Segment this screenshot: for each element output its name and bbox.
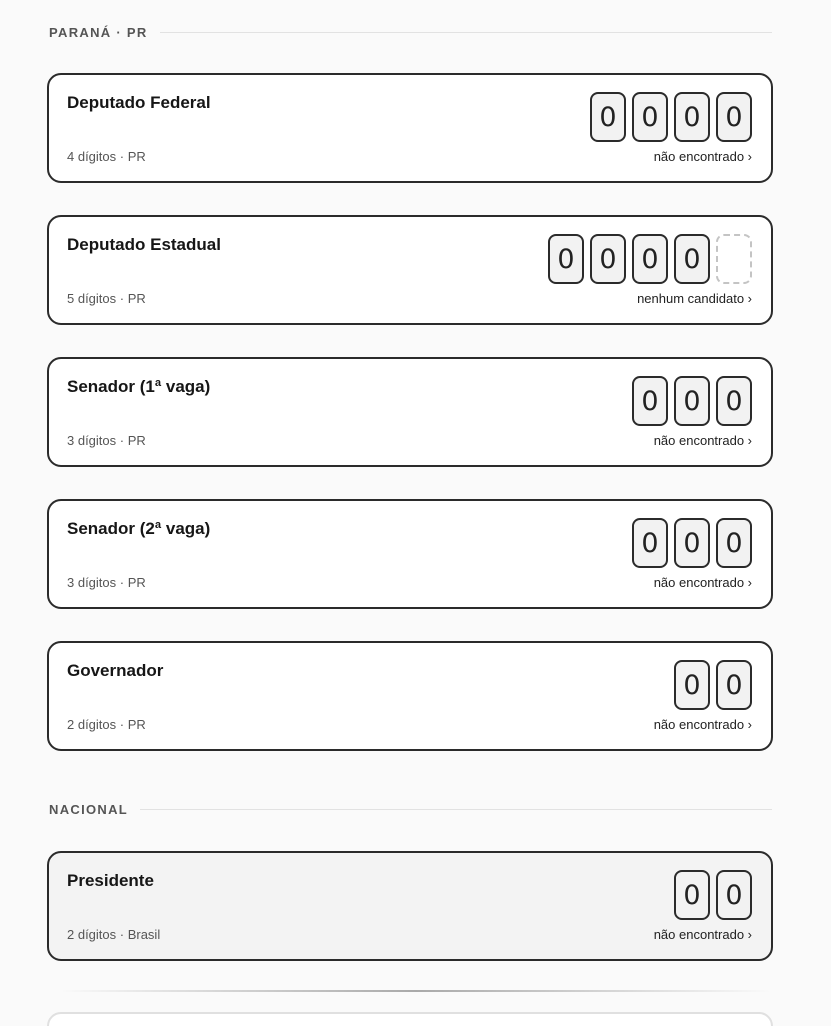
card-title: Governador [67,661,164,680]
card-status-link[interactable]: não encontrado › [653,927,752,942]
digit-box[interactable]: 0 [590,92,626,142]
card-title: Deputado Federal [67,93,211,112]
ballot-card-deputado-federal[interactable] [47,73,773,183]
card-meta: 5 dígitos · PR [67,291,146,306]
section-header-state [49,22,772,42]
fade-divider [60,990,771,992]
next-card-peek [47,1012,773,1026]
card-title: Senador (1ª vaga) [67,377,211,396]
ballot-card-presidente[interactable] [47,851,773,961]
digit-box-empty[interactable] [716,234,752,284]
ballot-card-senador-1[interactable] [47,357,773,467]
card-status-link[interactable]: nenhum candidato › [637,291,752,306]
digit-box[interactable]: 0 [674,92,710,142]
digit-box[interactable]: 0 [548,234,584,284]
digit-box[interactable]: 0 [716,92,752,142]
card-title: Senador (2ª vaga) [67,519,211,538]
section-title: NACIONAL [49,801,129,817]
section-title: PARANÁ · PR [49,24,148,40]
digit-box[interactable]: 0 [716,870,752,920]
digit-box[interactable]: 0 [632,92,668,142]
digit-boxes[interactable] [632,376,752,426]
digit-box[interactable]: 0 [716,518,752,568]
card-meta: 2 dígitos · Brasil [67,927,161,942]
digit-boxes[interactable] [548,234,752,284]
digit-box[interactable]: 0 [674,660,710,710]
ballot-card-governador[interactable] [47,641,773,751]
digit-box[interactable]: 0 [674,376,710,426]
digit-box[interactable]: 0 [674,870,710,920]
ballot-card-deputado-estadual[interactable] [47,215,773,325]
digit-box[interactable]: 0 [632,518,668,568]
card-status-link[interactable]: não encontrado › [653,717,752,732]
digit-box[interactable]: 0 [716,376,752,426]
digit-boxes[interactable] [632,518,752,568]
digit-boxes[interactable] [590,92,752,142]
card-status-link[interactable]: não encontrado › [653,149,752,164]
digit-boxes[interactable] [674,660,752,710]
section-divider [160,32,772,33]
digit-box[interactable]: 0 [632,234,668,284]
card-title: Presidente [67,871,154,890]
card-title: Deputado Estadual [67,235,221,254]
digit-box[interactable]: 0 [716,660,752,710]
ballot-card-senador-2[interactable] [47,499,773,609]
card-meta: 3 dígitos · PR [67,433,146,448]
card-meta: 2 dígitos · PR [67,717,146,732]
section-divider [140,809,772,810]
section-header-national [49,799,772,819]
digit-box[interactable]: 0 [674,518,710,568]
digit-box[interactable]: 0 [632,376,668,426]
digit-boxes[interactable] [674,870,752,920]
card-status-link[interactable]: não encontrado › [653,575,752,590]
card-meta: 4 dígitos · PR [67,149,146,164]
digit-box[interactable]: 0 [590,234,626,284]
card-status-link[interactable]: não encontrado › [653,433,752,448]
card-meta: 3 dígitos · PR [67,575,146,590]
digit-box[interactable]: 0 [674,234,710,284]
